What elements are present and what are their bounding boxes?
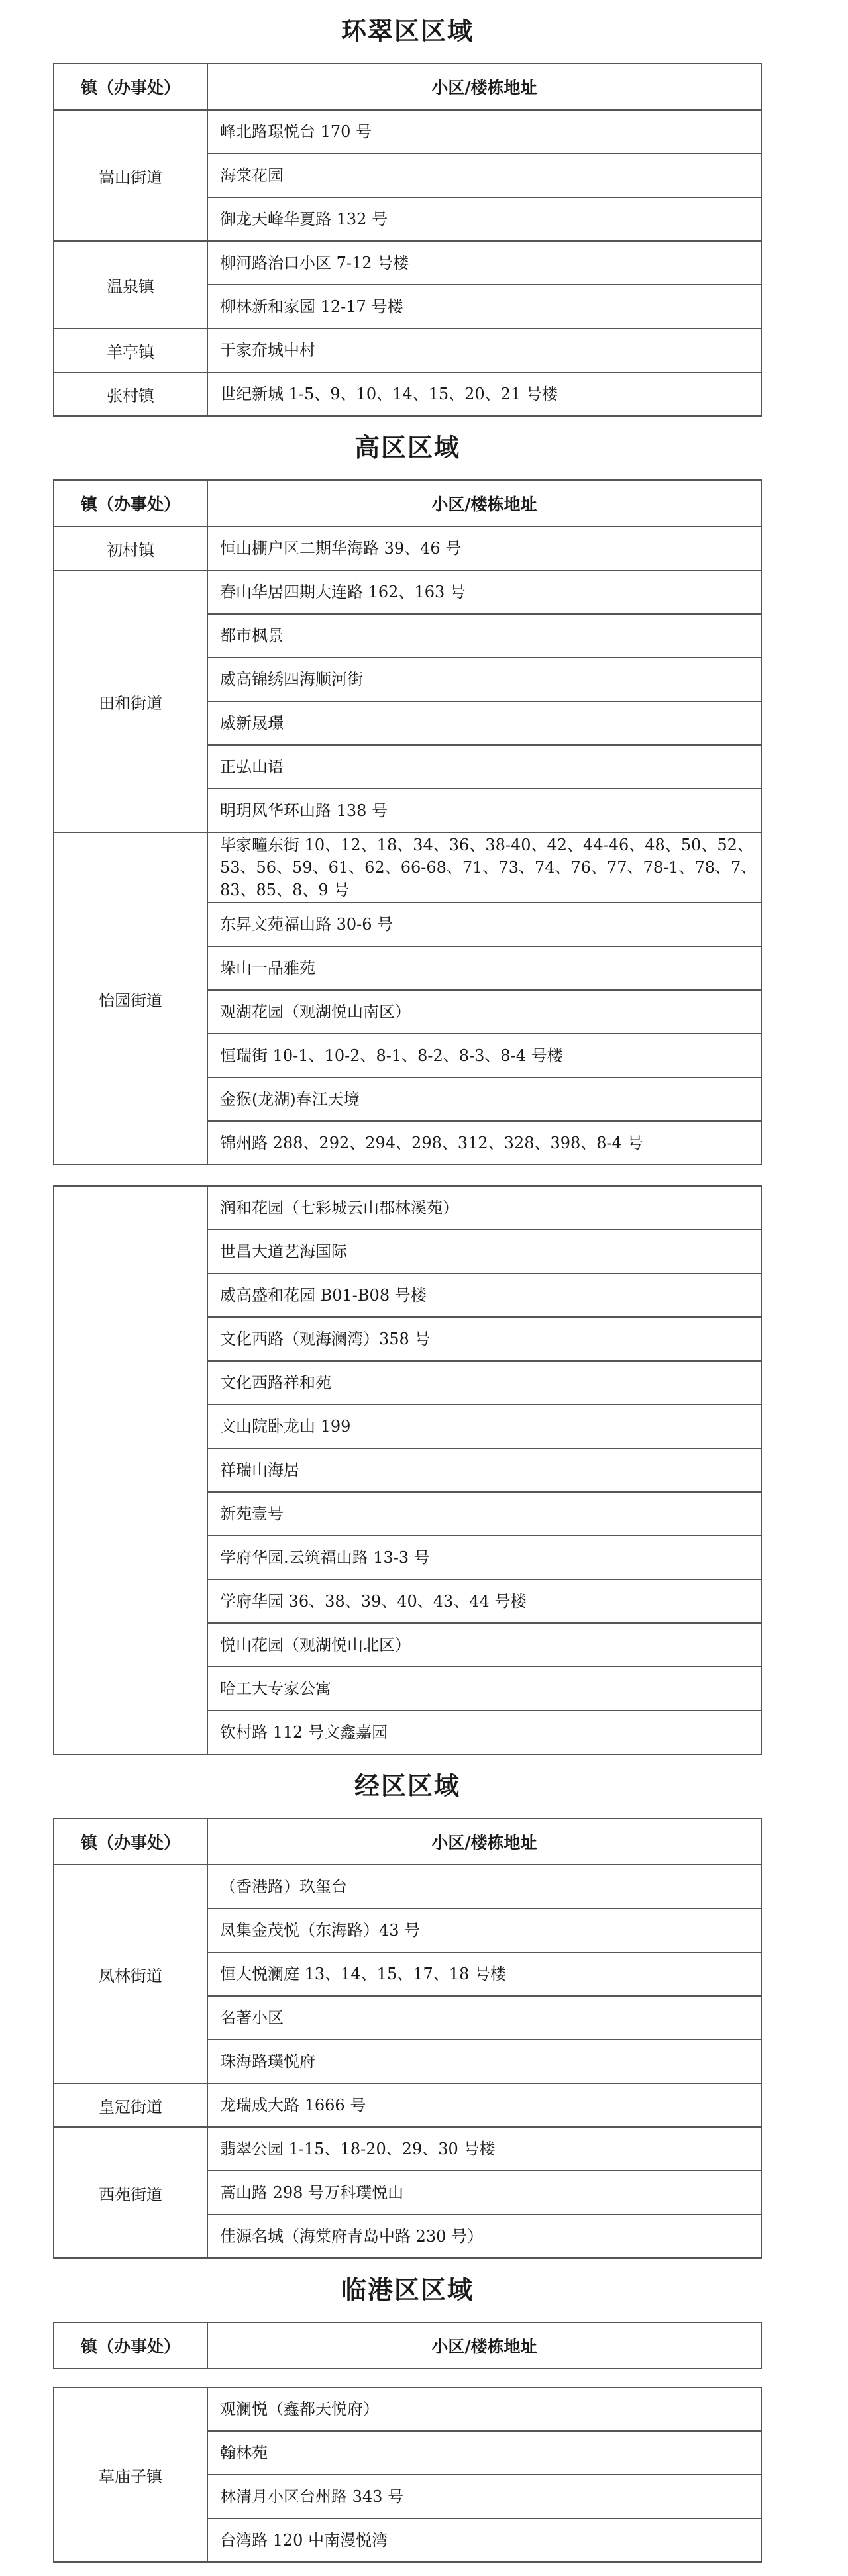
address-table bbox=[53, 1818, 762, 2259]
page-break-gap bbox=[53, 2369, 762, 2387]
header-town: 镇（办事处） bbox=[54, 64, 207, 110]
town-cell: 西苑街道 bbox=[54, 2127, 207, 2258]
header-town: 镇（办事处） bbox=[54, 480, 207, 526]
address-cell: 柳河路治口小区 7-12 号楼 bbox=[207, 241, 761, 285]
address-cell: 毕家疃东街 10、12、18、34、36、38-40、42、44-46、48、50、52、53、56、59、61、62、66-68、71、73、74、76、77、78-1、78、7、83、85、8、9 号 bbox=[207, 832, 761, 903]
address-cell: 新苑壹号 bbox=[207, 1492, 761, 1536]
section-title: 经区区域 bbox=[354, 1771, 460, 1801]
town-cell-continued bbox=[54, 1186, 207, 1754]
table-row bbox=[54, 241, 761, 285]
address-cell: 龙瑞成大路 1666 号 bbox=[207, 2083, 761, 2127]
address-cell: 垛山一品雅苑 bbox=[207, 946, 761, 990]
address-cell: 明玥风华环山路 138 号 bbox=[207, 789, 761, 832]
table-header-row bbox=[54, 1818, 761, 1865]
address-cell: 珠海路璞悦府 bbox=[207, 2040, 761, 2083]
table-row bbox=[54, 1865, 761, 1908]
address-cell: 海棠花园 bbox=[207, 154, 761, 197]
address-cell: 佳源名城（海棠府青岛中路 230 号） bbox=[207, 2214, 761, 2258]
address-table bbox=[53, 63, 762, 417]
address-cell: 于家夼城中村 bbox=[207, 328, 761, 372]
table-header-row bbox=[54, 480, 761, 526]
section-title: 高区区域 bbox=[354, 433, 460, 462]
table-header-row bbox=[54, 2322, 761, 2369]
address-cell: 威高盛和花园 B01-B08 号楼 bbox=[207, 1273, 761, 1317]
address-cell: 威高锦绣四海顺河街 bbox=[207, 658, 761, 701]
header-address: 小区/楼栋地址 bbox=[207, 64, 761, 110]
address-cell: 都市枫景 bbox=[207, 614, 761, 658]
address-cell: 台湾路 120 中南漫悦湾 bbox=[207, 2518, 761, 2562]
town-cell: 张村镇 bbox=[54, 372, 207, 416]
section-title: 临港区区域 bbox=[341, 2275, 474, 2304]
address-cell: 峰北路璟悦台 170 号 bbox=[207, 110, 761, 154]
address-cell: 威新晟璟 bbox=[207, 701, 761, 745]
section-title: 环翠区区域 bbox=[341, 17, 474, 46]
address-cell: 哈工大专家公寓 bbox=[207, 1667, 761, 1710]
address-cell: 蒿山路 298 号万科璞悦山 bbox=[207, 2171, 761, 2214]
address-cell: 文化西路祥和苑 bbox=[207, 1361, 761, 1405]
table-row bbox=[54, 2127, 761, 2171]
town-cell: 温泉镇 bbox=[54, 241, 207, 328]
table-row bbox=[54, 2387, 761, 2431]
address-cell: 恒瑞街 10-1、10-2、8-1、8-2、8-3、8-4 号楼 bbox=[207, 1034, 761, 1077]
address-cell: 翰林苑 bbox=[207, 2431, 761, 2475]
address-cell: 钦村路 112 号文鑫嘉园 bbox=[207, 1710, 761, 1754]
address-cell: 柳林新和家园 12-17 号楼 bbox=[207, 285, 761, 328]
town-cell: 初村镇 bbox=[54, 526, 207, 570]
table-row bbox=[54, 372, 761, 416]
table-row bbox=[54, 2083, 761, 2127]
address-cell: 观澜悦（鑫都天悦府） bbox=[207, 2387, 761, 2431]
address-cell: 世纪新城 1-5、9、10、14、15、20、21 号楼 bbox=[207, 372, 761, 416]
address-cell: 文山院卧龙山 199 bbox=[207, 1405, 761, 1448]
address-cell: 锦州路 288、292、294、298、312、328、398、8-4 号 bbox=[207, 1121, 761, 1165]
page-break-gap bbox=[53, 1165, 762, 1185]
address-cell: 祥瑞山海居 bbox=[207, 1448, 761, 1492]
address-cell: 翡翠公园 1-15、18-20、29、30 号楼 bbox=[207, 2127, 761, 2171]
table-row bbox=[54, 570, 761, 614]
header-address: 小区/楼栋地址 bbox=[207, 2322, 761, 2369]
address-table-continued bbox=[53, 1185, 762, 1755]
address-cell: 润和花园（七彩城云山郡林溪苑） bbox=[207, 1186, 761, 1230]
address-cell: 正弘山语 bbox=[207, 745, 761, 789]
town-cell: 怡园街道 bbox=[54, 832, 207, 1165]
header-address: 小区/楼栋地址 bbox=[207, 480, 761, 526]
address-cell: 学府华园 36、38、39、40、43、44 号楼 bbox=[207, 1579, 761, 1623]
address-cell: 观湖花园（观湖悦山南区） bbox=[207, 990, 761, 1034]
address-cell: 林清月小区台州路 343 号 bbox=[207, 2475, 761, 2518]
address-cell: 名著小区 bbox=[207, 1996, 761, 2040]
table-row bbox=[54, 328, 761, 372]
address-cell: 恒山棚户区二期华海路 39、46 号 bbox=[207, 526, 761, 570]
address-cell: 学府华园.云筑福山路 13-3 号 bbox=[207, 1536, 761, 1579]
header-town: 镇（办事处） bbox=[54, 2322, 207, 2369]
address-cell: 文化西路（观海澜湾）358 号 bbox=[207, 1317, 761, 1361]
address-cell: 春山华居四期大连路 162、163 号 bbox=[207, 570, 761, 614]
town-cell: 皇冠街道 bbox=[54, 2083, 207, 2127]
town-cell: 羊亭镇 bbox=[54, 328, 207, 372]
address-cell: 凤集金茂悦（东海路）43 号 bbox=[207, 1908, 761, 1952]
header-address: 小区/楼栋地址 bbox=[207, 1818, 761, 1865]
address-table bbox=[53, 2387, 762, 2563]
address-cell: 悦山花园（观湖悦山北区） bbox=[207, 1623, 761, 1667]
address-table bbox=[53, 479, 762, 1165]
document bbox=[53, 0, 762, 2563]
address-table-header bbox=[53, 2322, 762, 2369]
address-cell: 世昌大道艺海国际 bbox=[207, 1230, 761, 1273]
table-row bbox=[54, 832, 761, 903]
table-row bbox=[54, 526, 761, 570]
town-cell: 田和街道 bbox=[54, 570, 207, 832]
table-row bbox=[54, 1186, 761, 1230]
address-cell: 东昇文苑福山路 30-6 号 bbox=[207, 903, 761, 946]
town-cell: 草庙子镇 bbox=[54, 2387, 207, 2562]
town-cell: 嵩山街道 bbox=[54, 110, 207, 241]
address-cell: 金猴(龙湖)春江天境 bbox=[207, 1077, 761, 1121]
table-header-row bbox=[54, 64, 761, 110]
town-cell: 凤林街道 bbox=[54, 1865, 207, 2083]
address-cell: 恒大悦澜庭 13、14、15、17、18 号楼 bbox=[207, 1952, 761, 1996]
header-town: 镇（办事处） bbox=[54, 1818, 207, 1865]
table-row bbox=[54, 110, 761, 154]
address-cell: 御龙天峰华夏路 132 号 bbox=[207, 197, 761, 241]
address-cell: （香港路）玖玺台 bbox=[207, 1865, 761, 1908]
